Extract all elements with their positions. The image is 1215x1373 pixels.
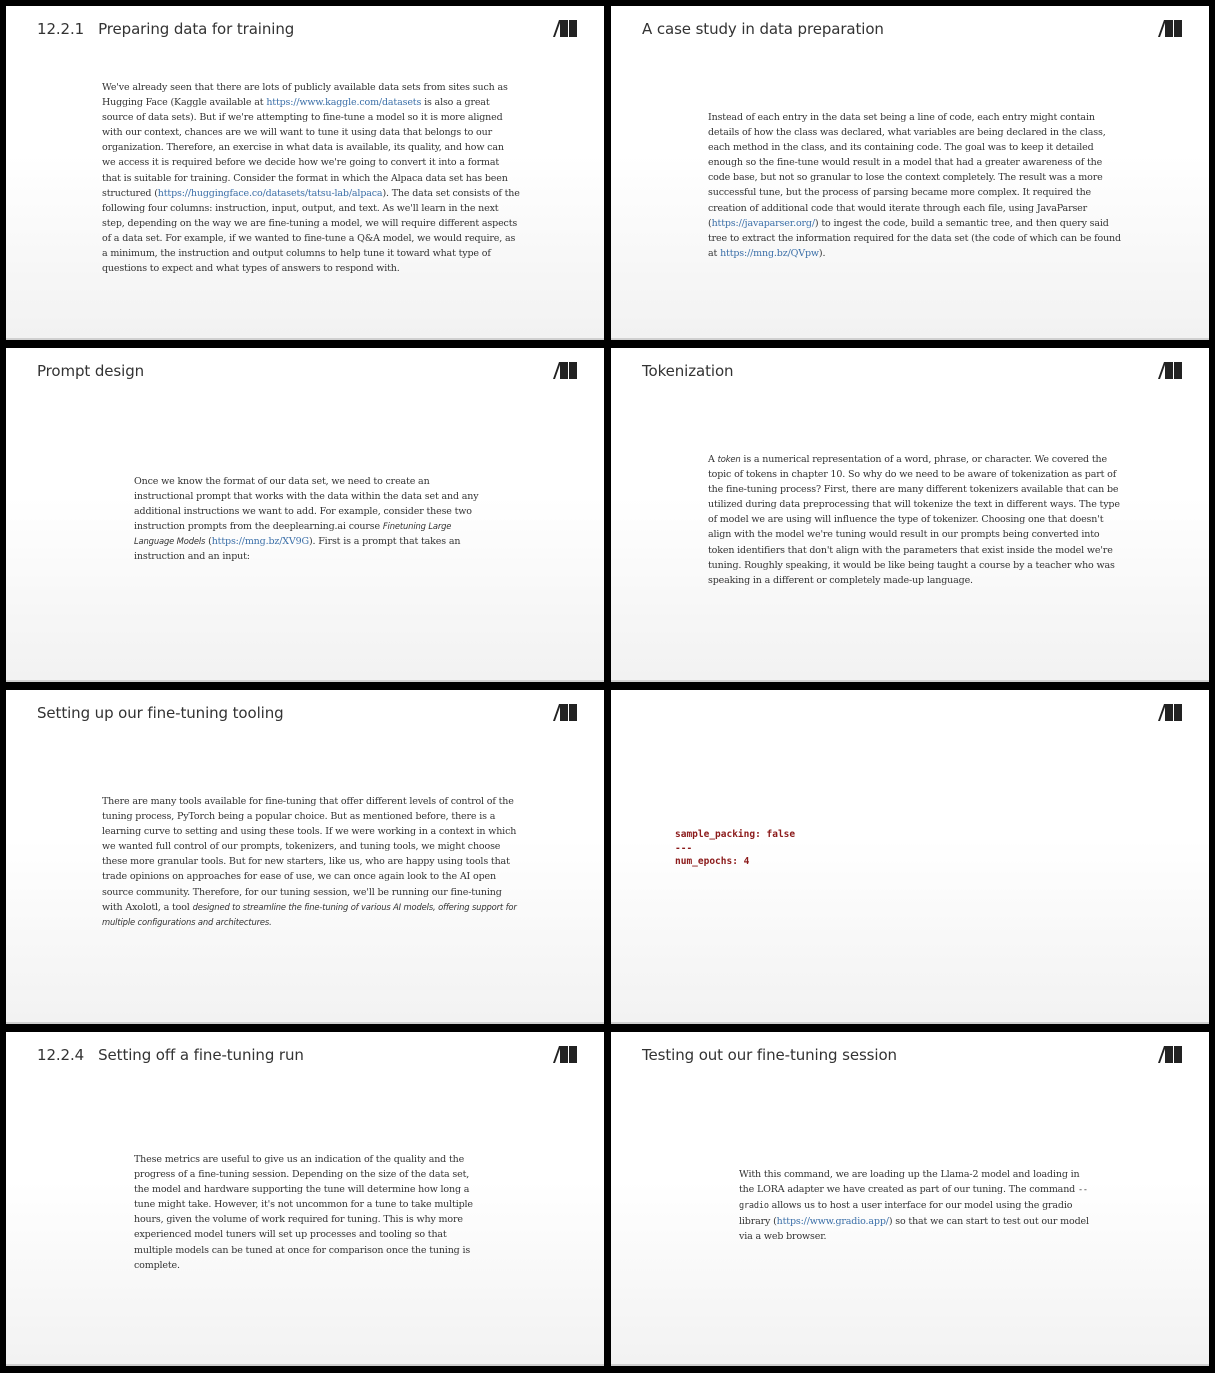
book-logo-icon (553, 704, 577, 721)
body-text: Instead of each entry in the data set being a line of code, each entry might contain details of how the class was declared, what variables are being declared in the class, each method in the class, and its containing code. The goal was to keep it detailed enough so the fine-tune would result in a model that had a greater awareness of the code base, but not so granular to lose the context completely. The result was a more successful tune, but the process of parsing became more complex. It required the creation of additional code that would iterate through each file, using JavaParser ( (708, 112, 1106, 229)
slide-case-study (611, 6, 1209, 340)
kaggle-link[interactable]: https://www.kaggle.com/datasets (266, 97, 422, 109)
slide-tooling (6, 690, 604, 1024)
book-logo-icon (553, 20, 577, 37)
body-text: allows us to host a user interface for our model using the gradio library ( (739, 1200, 1073, 1228)
body-text: ). (818, 247, 826, 259)
slide-title-text: Preparing data for training (98, 20, 295, 38)
body-paragraph (102, 794, 520, 930)
body-text: ). The data set consists of the following four columns: instruction, input, output, and text. As we'll learn in the next step, depending on the way we are fine-tuning a model, we will require different aspects of a data set. For example, if we wanted to fine-tune a Q&A model, we would require, as a minimum, the instruction and output columns to help tune it toward what type of questions to expect and what types of answers to respond with. (102, 187, 520, 275)
config-code-block: sample_packing: false --- num_epochs: 4 (675, 829, 796, 867)
slide-body (739, 1167, 1089, 1244)
slide-preparing-data (6, 6, 604, 340)
axolotl-description: designed to streamline the fine-tuning of various AI models, offering support for multiple configurations and architectures. (102, 901, 517, 927)
slide-body (708, 452, 1122, 588)
body-paragraph (134, 1152, 486, 1273)
javaparser-link[interactable]: https://javaparser.org/ (711, 217, 815, 229)
slide-prompt-design (6, 348, 604, 682)
course-link[interactable]: https://mng.bz/XV9G (211, 536, 309, 548)
slide-fine-tuning-run (6, 1032, 604, 1366)
body-paragraph (739, 1167, 1089, 1244)
slide-body (102, 794, 520, 930)
slide-body (102, 80, 520, 276)
body-text: is also a great source of data sets). But if we're attempting to fine-tune a model so it is more aligned with our context, chances are we will want to tune it using data that belongs to our organization. Therefore, an exercise in what data is available, its quality, and how can we access it is required before we decide how we're going to convert it into a format that is suitable for training. Consider the format in which the Alpaca data set has been structured ( (102, 97, 508, 199)
code-source-link[interactable]: https://mng.bz/QVpw (720, 247, 819, 259)
book-logo-icon (553, 362, 577, 379)
course-title: Finetuning Large Language Models (134, 521, 452, 547)
body-text: With this command, we are loading up the Llama-2 model and loading in the LORA adapter we have created as part of our tuning. The command (739, 1169, 1080, 1196)
body-text: is a numerical representation of a word, phrase, or character. We covered the topic of tokens in chapter 10. So why do we need to be aware of tokenization as part of the fine-tuning process? First, there are many different tokenizers available that can be utilized during data preprocessing that will tokenize the text in different ways. The type of model we are using will influence the type of tokenizer. Choosing one that doesn't align with the model we're tuning would result in our prompts being converted into token identifiers that don't align with the parameters that exist inside the model we're tuning. Roughly speaking, it would be like being taught a course by a teacher who was speaking in a different or completely made-up language. (708, 454, 1120, 586)
slide-testing-session (611, 1032, 1209, 1366)
book-logo-icon (553, 1046, 577, 1063)
slide-body (134, 1152, 486, 1273)
body-text: These metrics are useful to give us an indication of the quality and the progress of a fine-tuning session. Depending on the size of the data set, the model and hardware supporting the tune will determine how long a tune might take. However, it's not uncommon for a tune to take multiple hours, given the volume of work required for tuning. This is why more experienced model tuners will set up processes and tooling so that multiple models can be tuned at once for comparison once the tuning is complete. (134, 1154, 473, 1271)
body-text: There are many tools available for fine-tuning that offer different levels of control of the tuning process, PyTorch being a popular choice. But as mentioned before, there is a learning curve to setting and using these tools. If we were working in a context in which we wanted full control of our prompts, tokenizers, and tuning tools, we might choose these more granular tools. But for new starters, like us, who are happy using tools that trade opinions on approaches for ease of use, we can once again look to the AI open source community. Therefore, for our tuning session, we'll be running our fine-tuning with Axolotl, a tool (102, 796, 517, 913)
slide-config-code (611, 690, 1209, 1024)
slide-body (134, 474, 480, 565)
body-paragraph (134, 474, 480, 565)
slide-title: A case study in data preparation (642, 20, 884, 38)
slide-title: Setting up our fine-tuning tooling (37, 704, 284, 722)
slide-title: Testing out our fine-tuning session (642, 1046, 897, 1064)
slide-title: Tokenization (642, 362, 734, 380)
body-text: ) to ingest the code, build a semantic tree, and then query said tree to extract the information required for the data set (the code of which can be found at (708, 217, 1121, 259)
gradio-link[interactable]: https://www.gradio.app/ (776, 1216, 889, 1228)
body-text: ) so that we can start to test out our model via a web browser. (739, 1216, 1089, 1243)
slide-body (708, 110, 1122, 261)
section-number: 12.2.4 (37, 1046, 85, 1064)
body-text: ( (205, 536, 212, 548)
body-text: Once we know the format of our data set, we need to create an instructional prompt that works with the data within the data set and any additional instructions we want to add. For example, consider these two instruction prompts from the deeplearning.ai course (134, 476, 479, 533)
book-logo-icon (1158, 362, 1182, 379)
alpaca-dataset-link[interactable]: https://huggingface.co/datasets/tatsu-lab/alpaca (157, 187, 383, 199)
body-paragraph (708, 452, 1122, 588)
body-text: A (708, 454, 718, 465)
body-paragraph (102, 80, 520, 276)
token-term: token (717, 454, 741, 464)
section-number: 12.2.1 (37, 20, 85, 38)
gradio-flag: --gradio (739, 1185, 1088, 1212)
body-text: We've already seen that there are lots of publicly available data sets from sites such as Hugging Face (Kaggle available at (102, 82, 508, 109)
slide-title-text: Setting off a fine-tuning run (98, 1046, 304, 1064)
slide-title: Prompt design (37, 362, 145, 380)
book-logo-icon (1158, 704, 1182, 721)
slide-title (37, 20, 294, 38)
body-text: ). First is a prompt that takes an instruction and an input: (134, 536, 461, 563)
slide-tokenization (611, 348, 1209, 682)
book-logo-icon (1158, 1046, 1182, 1063)
book-logo-icon (1158, 20, 1182, 37)
body-paragraph (708, 110, 1122, 261)
slide-title (37, 1046, 304, 1064)
